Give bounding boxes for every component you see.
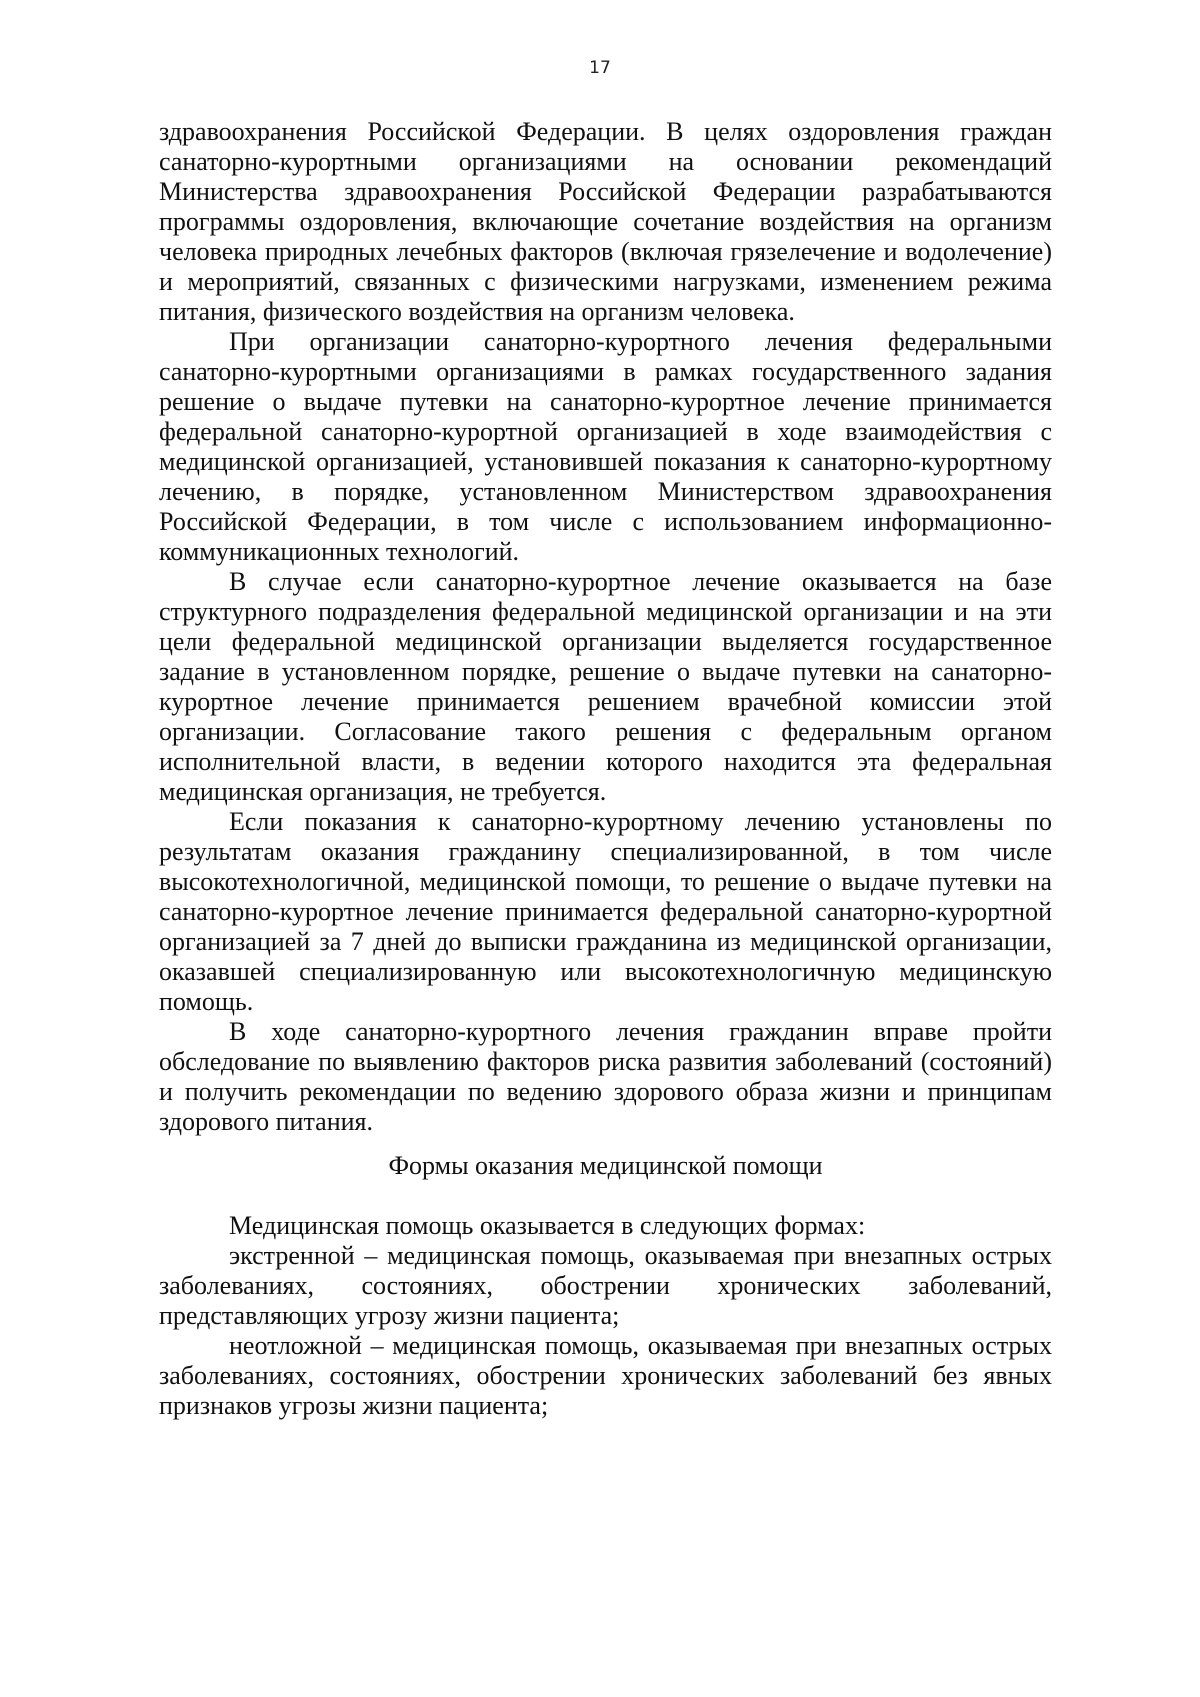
paragraph-voucher-federal: При организации санаторно-курортного лечения федеральными санаторно-курортными организациями в рамках государственного задания решение о выдаче путевки на санаторно-курортное лечение принимается федеральной санаторно-курортной организацией в ходе взаимодействия с медицинской организацией, установившей показания к санаторно-курортному лечению, в порядке, установленном Министерством здравоохранения Российской Федерации, в том числе с использованием информационно-коммуникационных технологий.: [159, 327, 1052, 566]
paragraph-forms-intro: Медицинская помощь оказывается в следующих формах:: [229, 1211, 866, 1240]
section-title: Формы оказания медицинской помощи: [388, 1151, 823, 1180]
page-number: 17: [589, 58, 611, 78]
paragraph-examination: В ходе санаторно-курортного лечения гражданин вправе пройти обследование по выявлению факторов риска развития заболеваний (состояний) и получить рекомендации по ведению здорового образа жизни и принципам здорового питания.: [159, 1017, 1052, 1136]
paragraph-emergency: экстренной – медицинская помощь, оказываемая при внезапных острых заболеваниях, состояниях, обострении хронических заболеваний, представляющих угрозу жизни пациента;: [159, 1241, 1052, 1330]
paragraph-urgent: неотложной – медицинская помощь, оказываемая при внезапных острых заболеваниях, состояниях, обострении хронических заболеваний без явных признаков угрозы жизни пациента;: [159, 1331, 1052, 1420]
paragraph-continuation: здравоохранения Российской Федерации. В целях оздоровления граждан санаторно-курортными организациями на основании рекомендаций Министерства здравоохранения Российской Федерации разрабатываются программы оздоровления, включающие сочетание воздействия на организм человека природных лечебных факторов (включая грязелечение и водолечение) и мероприятий, связанных с физическими нагрузками, изменением режима питания, физического воздействия на организм человека.: [159, 117, 1052, 326]
document-body: [159, 117, 1052, 1421]
paragraph-specialized-care: Если показания к санаторно-курортному лечению установлены по результатам оказания гражданину специализированной, в том числе высокотехнологичной, медицинской помощи, то решение о выдаче путевки на санаторно-курортное лечение принимается федеральной санаторно-курортной организацией за 7 дней до выписки гражданина из медицинской организации, оказавшей специализированную или высокотехнологичную медицинскую помощь.: [159, 807, 1052, 1016]
paragraph-structural-unit: В случае если санаторно-курортное лечение оказывается на базе структурного подразделения федеральной медицинской организации и на эти цели федеральной медицинской организации выделяется государственное задание в установленном порядке, решение о выдаче путевки на санаторно-курортное лечение принимается решением врачебной комиссии этой организации. Согласование такого решения с федеральным органом исполнительной власти, в ведении которого находится эта федеральная медицинская организация, не требуется.: [159, 567, 1052, 806]
